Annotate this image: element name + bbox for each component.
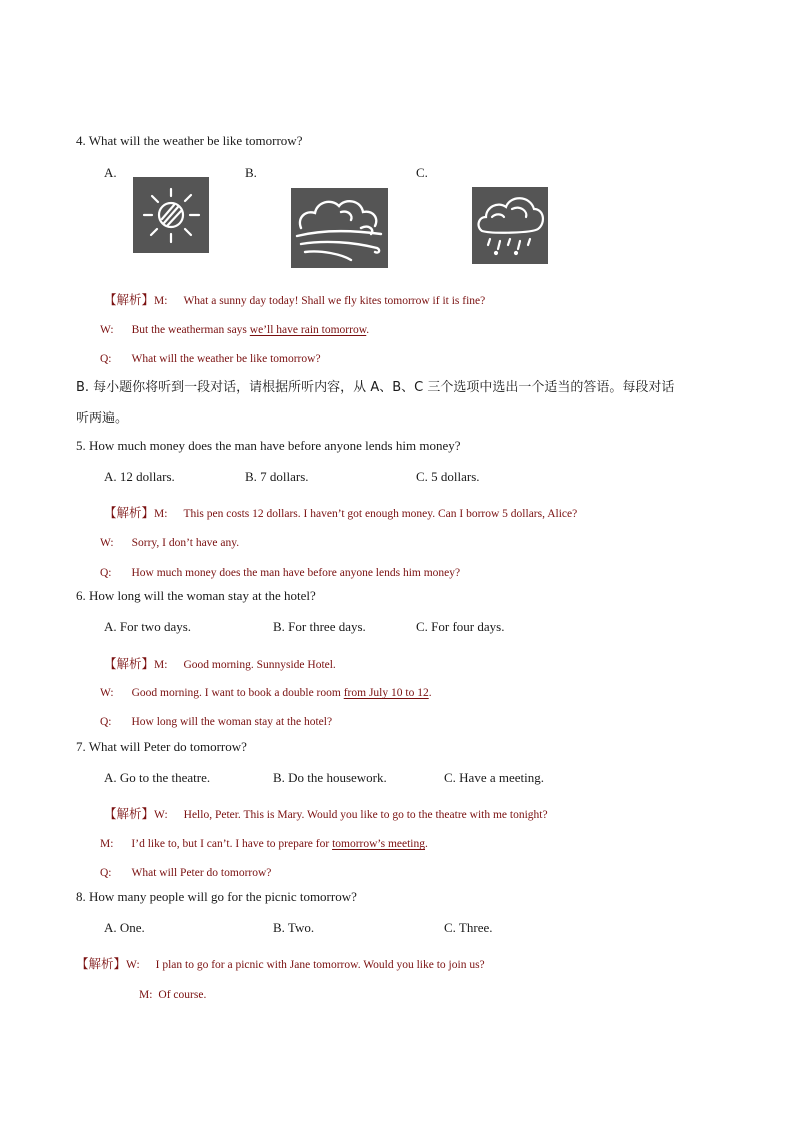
q7-analysis-line-3 [100,863,271,881]
option-a: A. Go to the theatre. [104,770,211,785]
option-b: B. 7 dollars. [245,469,309,484]
section-b-instruction-cont: 听两遍。 [76,411,129,426]
q6-analysis-line-2 [100,683,432,701]
q4-analysis-line-3 [100,349,321,367]
speaker: W: [100,324,114,336]
section-b-instruction: B. 每小题你将听到一段对话，请根据所听内容，从 A、B、C 三个选项中选出一个适当的答语。每段对话 [76,380,675,395]
option-a: A. For two days. [104,619,192,634]
sun-icon [133,177,209,253]
dialogue-text: Good morning. I want to book a double room [131,687,344,699]
option-a-label: A. [104,165,117,180]
analysis-tag: 【解析】 [104,505,155,520]
key-answer: from July 10 to 12 [343,687,429,699]
option-b: B. Do the housework. [273,770,387,785]
dialogue-text: Good morning. Sunnyside Hotel. [183,659,336,671]
question-7: 7. What will Peter do tomorrow? [76,739,247,754]
option-a: A. One. [104,920,145,935]
dialogue-text: I plan to go for a picnic with Jane tomorrow. Would you like to join us? [155,959,485,971]
q5-analysis-line-2 [100,533,239,551]
key-answer: tomorrow’s meeting [332,838,426,850]
dialogue-text: What a sunny day today! Shall we fly kites tomorrow if it is fine? [183,295,486,307]
option-c: C. 5 dollars. [416,469,480,484]
wind-cloud-icon [291,188,388,268]
speaker: Q: [100,353,112,365]
speaker: Q: [100,567,112,579]
option-b-label: B. [245,165,257,180]
analysis-tag: 【解析】 [104,292,155,307]
question-8: 8. How many people will go for the picnic tomorrow? [76,889,357,904]
question-4: 4. What will the weather be like tomorrow? [76,133,303,148]
dialogue-text: I’d like to, but I can’t. I have to prepare for [131,838,333,850]
speaker: W: [126,959,140,971]
q5-analysis-line-3 [100,563,460,581]
option-a: A. 12 dollars. [104,469,175,484]
q8-analysis-line-1 [76,954,485,973]
option-c: C. Have a meeting. [444,770,544,785]
speaker: M: [154,508,168,520]
speaker: M: [154,659,168,671]
dialogue-text: This pen costs 12 dollars. I haven’t got enough money. Can I borrow 5 dollars, Alice? [183,508,578,520]
dialogue-text: What will the weather be like tomorrow? [131,353,321,365]
q8-analysis-line-2 [139,985,206,1003]
punctuation: . [366,324,370,336]
speaker: M: [100,838,114,850]
option-c: C. For four days. [416,619,505,634]
punctuation: . [428,687,432,699]
q6-analysis-line-3 [100,712,332,730]
dialogue-text: How long will the woman stay at the hotel? [131,716,333,728]
question-6: 6. How long will the woman stay at the hotel? [76,588,316,603]
option-b: B. For three days. [273,619,366,634]
rain-cloud-icon [472,187,548,264]
option-c: C. Three. [444,920,493,935]
speaker: Q: [100,716,112,728]
option-c-label: C. [416,165,428,180]
dialogue-text: What will Peter do tomorrow? [131,867,272,879]
option-b: B. Two. [273,920,315,935]
q7-analysis-line-2 [100,834,428,852]
punctuation: . [425,838,428,850]
analysis-tag: 【解析】 [76,956,127,971]
speaker: M: [139,989,153,1001]
dialogue-text: Of course. [158,989,207,1001]
q6-analysis-line-1 [104,654,336,673]
dialogue-text: Hello, Peter. This is Mary. Would you like to go to the theatre with me tonight? [183,809,548,821]
dialogue-text: Sorry, I don’t have any. [131,537,240,549]
speaker: Q: [100,867,112,879]
key-answer: we’ll have rain tomorrow [249,324,367,336]
speaker: W: [100,537,114,549]
speaker: W: [100,687,114,699]
q7-analysis-line-1 [104,804,548,823]
analysis-tag: 【解析】 [104,806,155,821]
q4-analysis-line-1 [104,290,485,309]
analysis-tag: 【解析】 [104,656,155,671]
question-5: 5. How much money does the man have before anyone lends him money? [76,438,461,453]
dialogue-text: But the weatherman says [131,324,250,336]
speaker: M: [154,295,168,307]
dialogue-text: How much money does the man have before anyone lends him money? [131,567,461,579]
q4-analysis-line-2 [100,320,369,338]
speaker: W: [154,809,168,821]
q5-analysis-line-1 [104,503,577,522]
